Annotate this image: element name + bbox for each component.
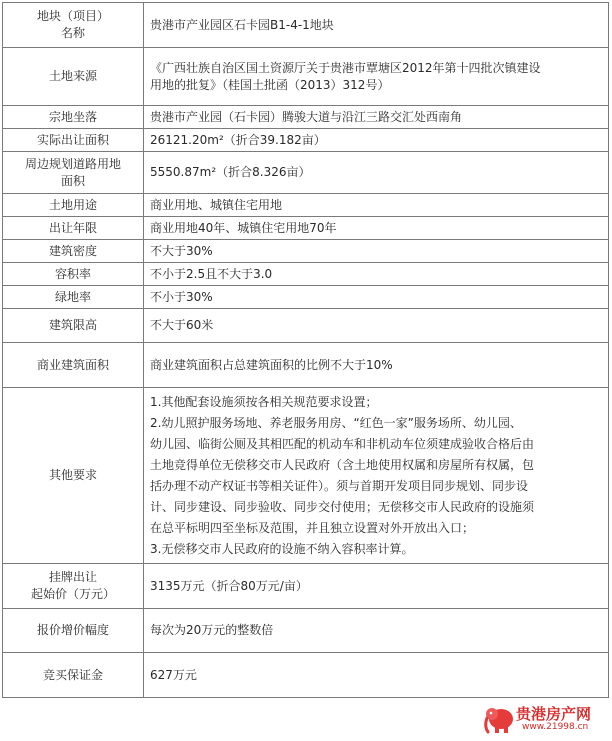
watermark-site-name: 贵港房产网 xyxy=(516,705,592,723)
row-value: 用地的批复》（桂国土批函（2013）312号） xyxy=(150,77,390,92)
row-label: 地块（项目） xyxy=(36,9,109,23)
row-value-cell xyxy=(144,343,609,388)
table-row xyxy=(3,309,609,343)
row-label: 土地用途 xyxy=(48,197,97,212)
row-value: 计、同步建设、同步验收、同步交付使用；无偿移交市人民政府的设施须 xyxy=(150,499,535,514)
table-row xyxy=(3,263,609,286)
row-label: 建筑密度 xyxy=(48,243,97,258)
row-label: 土地来源 xyxy=(48,69,97,83)
row-value-cell xyxy=(144,240,609,263)
row-label-cell xyxy=(3,653,144,698)
row-value: 商业用地40年、城镇住宅用地70年 xyxy=(150,220,337,235)
row-value-cell xyxy=(144,129,609,152)
row-value: 幼儿园、临街公厕及其相匹配的机动车和非机动车位须建成验收合格后由 xyxy=(150,436,535,451)
row-value-cell xyxy=(144,564,609,609)
row-label-cell xyxy=(3,48,144,106)
row-label: 出让年限 xyxy=(48,220,97,235)
row-value: 不大于30% xyxy=(150,243,213,258)
table-row xyxy=(3,217,609,240)
row-label-cell xyxy=(3,609,144,653)
table-row xyxy=(3,609,609,653)
table-row xyxy=(3,194,609,217)
row-label: 名称 xyxy=(60,26,85,40)
row-value: 不小于2.5且不大于3.0 xyxy=(150,266,273,281)
row-label-cell xyxy=(3,194,144,217)
row-value: 土地竞得单位无偿移交市人民政府（含土地使用权属和房屋所有权属，包 xyxy=(150,457,535,472)
watermark-site-url: www.21998.cn xyxy=(522,722,589,732)
row-label-cell xyxy=(3,564,144,609)
row-label-cell xyxy=(3,240,144,263)
row-value: 1.其他配套设施须按各相关规范要求设置； xyxy=(150,394,378,409)
row-value: 在总平标明四至坐标及范围，并且独立设置对外开放出入口； xyxy=(150,520,475,535)
row-value-cell xyxy=(144,194,609,217)
table-row xyxy=(3,129,609,152)
row-value: 3135万元（折合80万元/亩） xyxy=(150,578,308,593)
row-value: 贵港市产业园（石卡园）腾骏大道与沿江三路交汇处西南角 xyxy=(150,109,463,124)
row-label: 面积 xyxy=(60,173,85,188)
land-info-table xyxy=(2,2,609,698)
elephant-logo-icon xyxy=(482,702,516,736)
row-value-cell xyxy=(144,106,609,129)
row-value-cell xyxy=(144,152,609,194)
row-label-cell xyxy=(3,3,144,48)
row-label-cell xyxy=(3,217,144,240)
row-value: 商业用地、城镇住宅用地 xyxy=(150,197,283,212)
table-row xyxy=(3,564,609,609)
row-label-cell xyxy=(3,309,144,343)
row-value: 每次为20万元的整数倍 xyxy=(150,623,274,637)
table-row xyxy=(3,3,609,48)
row-value: 2.幼儿照护服务场地、养老服务用房、“红色一家”服务场所、幼儿园、 xyxy=(150,415,522,430)
row-label-cell xyxy=(3,286,144,309)
row-label: 容积率 xyxy=(54,266,91,281)
row-value: 商业建筑面积占总建筑面积的比例不大于10% xyxy=(150,357,393,372)
row-label: 挂牌出让 xyxy=(48,570,97,584)
row-value: 627万元 xyxy=(150,667,197,682)
row-value: 5550.87m²（折合8.326亩） xyxy=(150,165,311,179)
row-label-cell xyxy=(3,129,144,152)
row-label-cell xyxy=(3,152,144,194)
table-row xyxy=(3,653,609,698)
row-label: 其他要求 xyxy=(48,468,97,482)
table-row xyxy=(3,286,609,309)
row-value: 不大于60米 xyxy=(150,318,214,332)
row-value: 26121.20m²（折合39.182亩） xyxy=(150,132,326,147)
row-value: 贵港市产业园区石卡园B1-4-1地块 xyxy=(150,17,334,32)
row-value-cell xyxy=(144,263,609,286)
row-label-cell xyxy=(3,343,144,388)
row-value-cell xyxy=(144,3,609,48)
row-label: 周边规划道路用地 xyxy=(24,156,121,171)
row-label: 实际出让面积 xyxy=(36,132,109,147)
row-label: 报价增价幅度 xyxy=(36,623,109,637)
row-value-cell xyxy=(144,309,609,343)
table-row xyxy=(3,106,609,129)
row-value-cell xyxy=(144,286,609,309)
row-value-cell xyxy=(144,388,609,564)
row-value: 3.无偿移交市人民政府的设施不纳入容积率计算。 xyxy=(150,541,414,556)
row-label: 宗地坐落 xyxy=(48,109,97,124)
row-label: 建筑限高 xyxy=(48,318,97,332)
row-label-cell xyxy=(3,106,144,129)
table-row xyxy=(3,152,609,194)
row-label-cell xyxy=(3,263,144,286)
table-row xyxy=(3,48,609,106)
row-label: 绿地率 xyxy=(54,289,91,304)
row-label-cell xyxy=(3,388,144,564)
table-row xyxy=(3,388,609,564)
row-value: 括办理不动产权证书等相关证件）。须与首期开发项目同步规划、同步设 xyxy=(150,478,529,493)
row-value-cell xyxy=(144,609,609,653)
row-label: 起始价（万元） xyxy=(30,587,115,601)
row-value: 《广西壮族自治区国土资源厅关于贵港市覃塘区2012年第十四批次镇建设 xyxy=(150,60,541,75)
table-row xyxy=(3,343,609,388)
table-row xyxy=(3,240,609,263)
row-value-cell xyxy=(144,653,609,698)
row-value: 不小于30% xyxy=(150,289,213,304)
row-value-cell xyxy=(144,48,609,106)
row-label: 竞买保证金 xyxy=(42,667,103,682)
site-watermark xyxy=(482,701,608,737)
row-label: 商业建筑面积 xyxy=(36,357,109,372)
row-value-cell xyxy=(144,217,609,240)
